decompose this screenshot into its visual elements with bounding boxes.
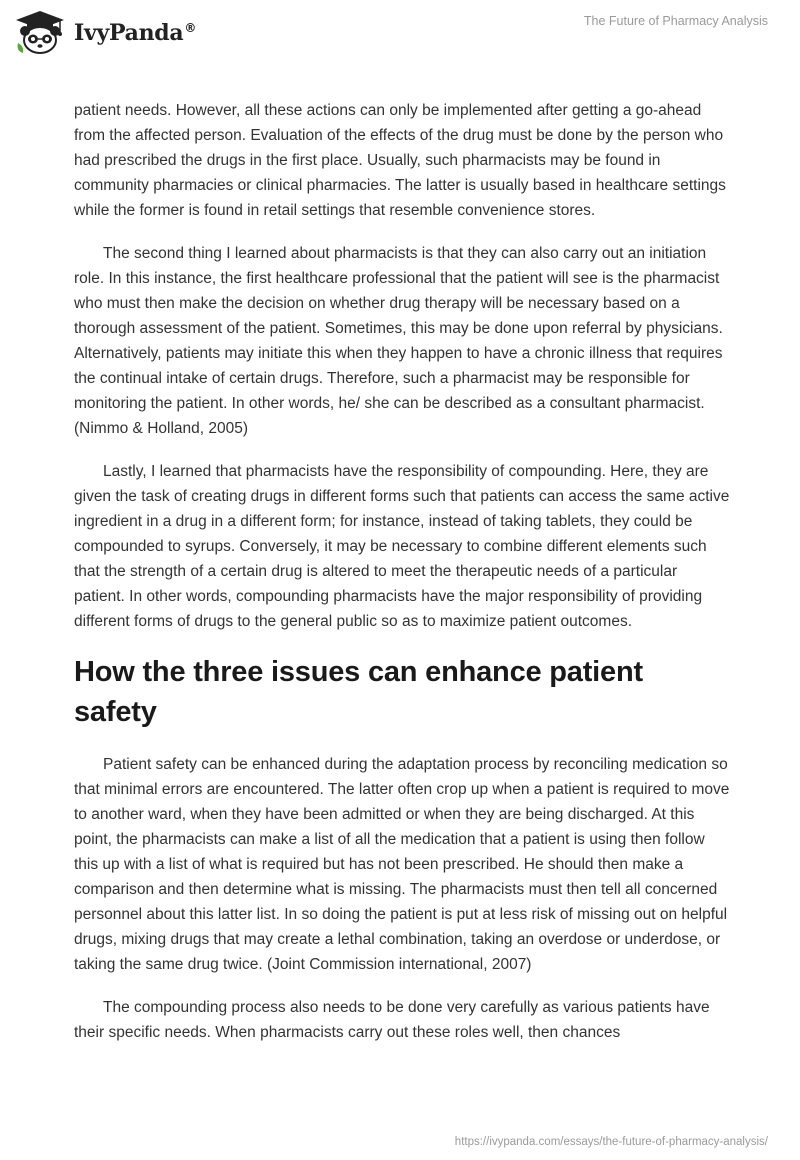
page-header [0, 0, 800, 64]
source-url[interactable]: https://ivypanda.com/essays/the-future-of-pharmacy-analysis/ [454, 1136, 768, 1148]
ivypanda-logo[interactable] [14, 8, 196, 56]
section-heading: How the three issues can enhance patient safety [74, 656, 643, 728]
document-title: The Future of Pharmacy Analysis [583, 14, 768, 28]
paragraph: Patient safety can be enhanced during the adaptation process by reconciling medication so that minimal errors are encountered. The latter often crop up when a patient is required to move to another ward, when they have been admitted or when they are being discharged. At this point, the pharmacists can make a list of all the medication that a patient is using then follow this up with a list of what is required but has not been prescribed. He should then make a comparison and then determine what is missing. The pharmacists must then tell all concerned personnel about this latter list. In so doing the patient is put at less risk of missing out on helpful drugs, mixing drugs that may create a lethal combination, taking an overdose or underdose, or taking the same drug twice. (Joint Commission international, 2007) [74, 756, 730, 973]
logo-wordmark: IvyPanda® [74, 20, 197, 46]
paragraph: The second thing I learned about pharmacists is that they can also carry out an initiation role. In this instance, the first healthcare professional that the patient will see is the pharmacist who must then make the decision on whether drug therapy will be necessary based on a thorough assessment of the patient. Sometimes, this may be done upon referral by physicians. Alternatively, patients may initiate this when they happen to have a chronic illness that requires the continual intake of certain drugs. Therefore, such a pharmacist may be responsible for monitoring the patient. In other words, he/ she can be described as a consultant pharmacist. (Nimmo & Holland, 2005) [74, 245, 723, 437]
paragraph: Lastly, I learned that pharmacists have the responsibility of compounding. Here, they are given the task of creating drugs in different forms such that patients can access the same active ingredient in a drug in a different form; for instance, instead of taking tablets, they could be compounded to syrups. Conversely, it may be necessary to combine different elements such that the strength of a certain drug is altered to meet the therapeutic needs of a particular patient. In other words, compounding pharmacists have the major responsibility of providing different forms of drugs to the general public so as to maximize patient outcomes. [74, 463, 730, 630]
paragraph: The compounding process also needs to be done very carefully as various patients have their specific needs. When pharmacists carry out these roles well, then chances [74, 999, 710, 1041]
panda-graduation-icon [14, 9, 66, 55]
essay-body [74, 98, 730, 1063]
paragraph: patient needs. However, all these actions can only be implemented after getting a go-ahead from the affected person. Evaluation of the effects of the drug must be done by the person who had prescribed the drugs in the first place. Usually, such pharmacists may be found in community pharmacies or clinical pharmacies. The latter is usually based in healthcare settings while the former is found in retail settings that resemble convenience stores. [74, 102, 726, 219]
